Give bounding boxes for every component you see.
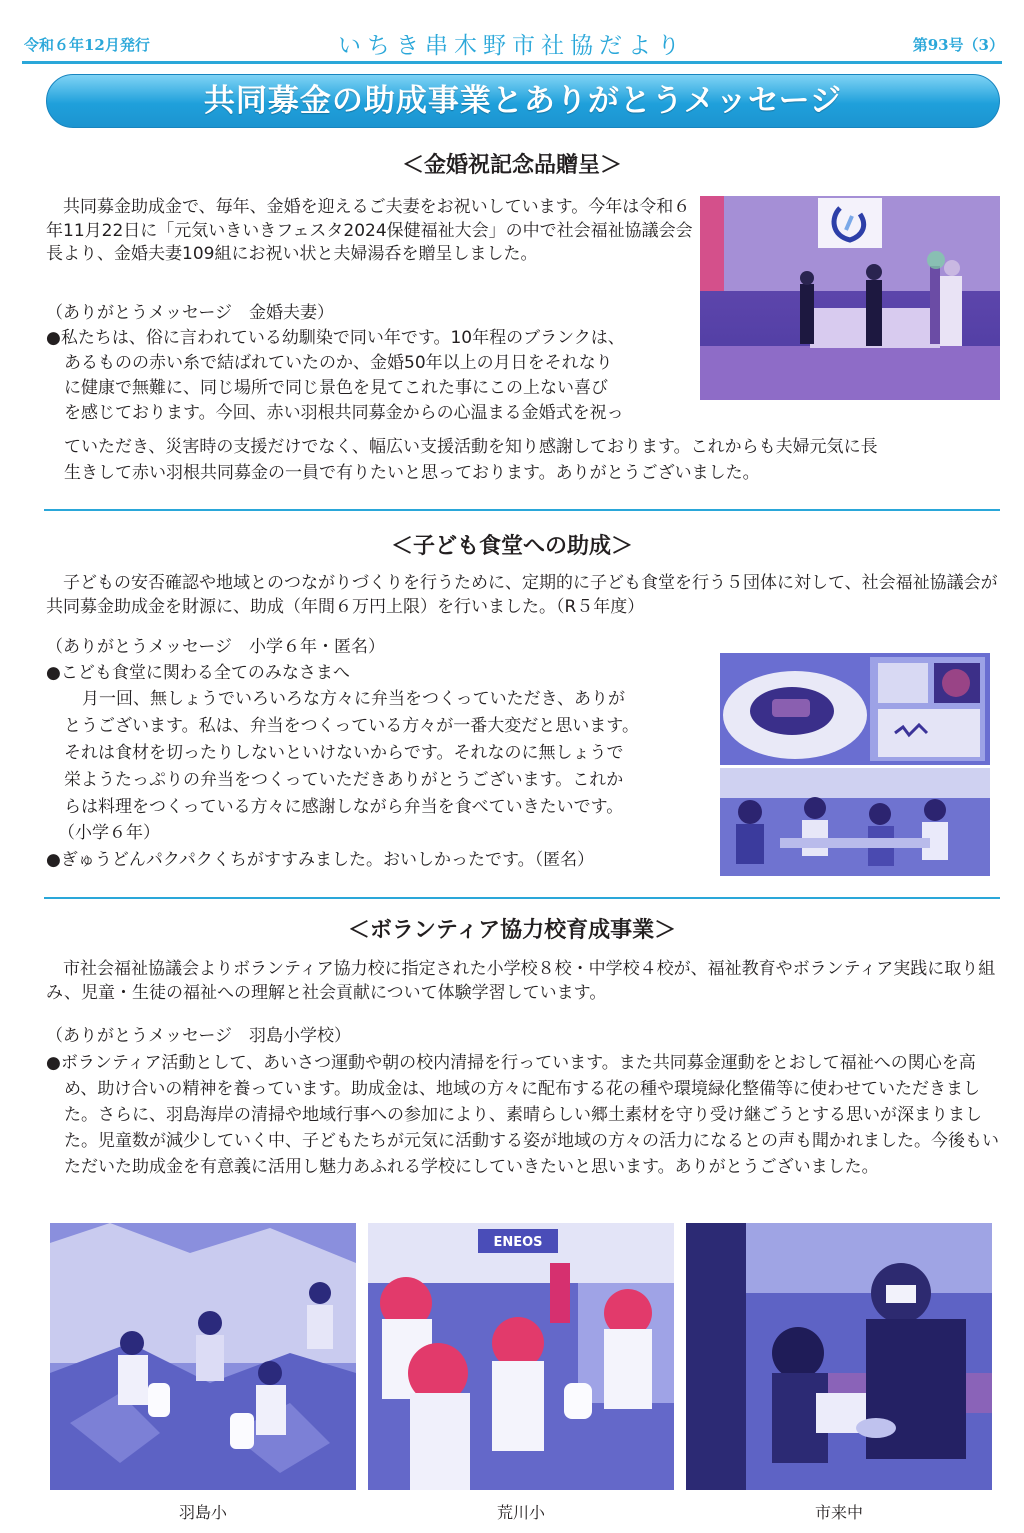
issue-date: 令和６年12月発行 xyxy=(24,36,150,54)
section1-message-line: を感じております。今回、赤い羽根共同募金からの心温まる金婚式を祝っ xyxy=(64,403,624,423)
section1-message-line: 生きして赤い羽根共同募金の一員で有りたいと思っております。ありがとうございました。 xyxy=(64,463,760,483)
arakawa-cleanup-photo xyxy=(368,1223,674,1490)
section-divider xyxy=(44,509,1000,511)
section2-message-2: ●ぎゅうどんパクパクくちがすすみました。おいしかったです。（匿名） xyxy=(46,850,595,870)
section1-message-line: あるものの赤い糸で結ばれていたのか、金婚50年以上の月日をそれなり xyxy=(64,353,613,373)
photo-caption: 市来中 xyxy=(814,1503,863,1522)
section3-message-body: ●ボランティア活動として、あいさつ運動や朝の校内清掃を行っています。また共同募金運動をとおして福祉への関心を高め、助け合いの精神を養っています。助成金は、地域の方々に配布する花の種や環境緑化整備等に使わせていただきました。さらに、羽島海岸の清掃や地域行事への参加により、素晴らしい郷土素材を守り受け継ごうとする思いが深まりました。児童数が減少していく中、子どもたちが元気に活動する姿が地域の方々の活力になるとの声も聞かれました。今後もいただいた助成金を有意義に活用し魅力あふれる学校にしていきたいと思います。ありがとうございました。 xyxy=(46,1053,999,1177)
page-banner: 共同募金の助成事業とありがとうメッセージ xyxy=(46,74,1000,128)
section-divider xyxy=(44,897,1000,899)
section1-message-line: ていただき、災害時の支援だけでなく、幅広い支援活動を知り感謝しております。これからも夫婦元気に長 xyxy=(64,437,878,457)
section1-message-line: に健康で無難に、同じ場所で同じ景色を見てこれた事にこの上ない喜び xyxy=(64,378,608,398)
section2-message-label: （ありがとうメッセージ 小学６年・匿名） xyxy=(46,637,385,657)
section2-message-heading: ●こども食堂に関わる全てのみなさまへ xyxy=(46,663,350,683)
station-sign-text: ENEOS xyxy=(493,1235,543,1250)
section2-intro: 子どもの安否確認や地域とのつながりづくりを行うために、定期的に子ども食堂を行う５団体に対して、社会福祉協議会が共同募金助成金を財源に、助成（年間６万円上限）を行いました。（R５年度） xyxy=(46,573,998,617)
section1-title: ＜金婚祝記念品贈呈＞ xyxy=(401,153,622,178)
section3-title: ＜ボランティア協力校育成事業＞ xyxy=(347,918,677,943)
section1-message-line: ●私たちは、俗に言われている幼馴染で同い年です。10年程のブランクは、 xyxy=(46,328,625,348)
section1-message-label: （ありがとうメッセージ 金婚夫妻） xyxy=(46,303,334,323)
header-rule xyxy=(22,61,1002,64)
issue-number: 第93号（3） xyxy=(912,36,1004,54)
section3-intro: 市社会福祉協議会よりボランティア協力校に指定された小学校８校・中学校４校が、福祉教育やボランティア実践に取り組み、児童・生徒の福祉への理解と社会貢献について体験学習しています。 xyxy=(46,959,996,1003)
section2-message-line: とうございます。私は、弁当をつくっている方々が一番大変だと思います。 xyxy=(64,716,639,736)
section2-message-line: 栄ようたっぷりの弁当をつくっていただきありがとうございます。これか xyxy=(64,770,624,790)
section2-message-line: （小学６年） xyxy=(58,823,160,843)
section1-intro: 共同募金助成金で、毎年、金婚を迎えるご夫妻をお祝いしています。今年は令和６年11月22日に「元気いきいきフェスタ2024保健福祉大会」の中で社会福祉協議会会長より、金婚夫妻109組にお祝い状と夫婦湯呑を贈呈しました。 xyxy=(46,197,693,264)
section2-message-line: それは食材を切ったりしないといけないからです。それなのに無しょうで xyxy=(64,743,624,763)
section2-message-line: らは料理をつくっている方々に感謝しながら弁当を食べていきたいです。 xyxy=(64,797,624,817)
section2-title: ＜子ども食堂への助成＞ xyxy=(390,534,633,559)
section2-message-line: 月一回、無しょうでいろいろな方々に弁当をつくっていただき、ありが xyxy=(82,689,625,709)
bento-photo xyxy=(720,653,990,765)
ceremony-photo xyxy=(700,196,1000,400)
ichiki-junior-high-photo xyxy=(686,1223,992,1490)
dining-photo xyxy=(720,768,990,876)
photo-caption: 荒川小 xyxy=(496,1503,545,1522)
photo-caption: 羽島小 xyxy=(178,1503,227,1522)
newsletter-title: いちき串木野市社協だより xyxy=(338,33,686,59)
section3-message-label: （ありがとうメッセージ 羽島小学校） xyxy=(46,1026,351,1046)
hashima-cleanup-photo xyxy=(50,1223,356,1490)
